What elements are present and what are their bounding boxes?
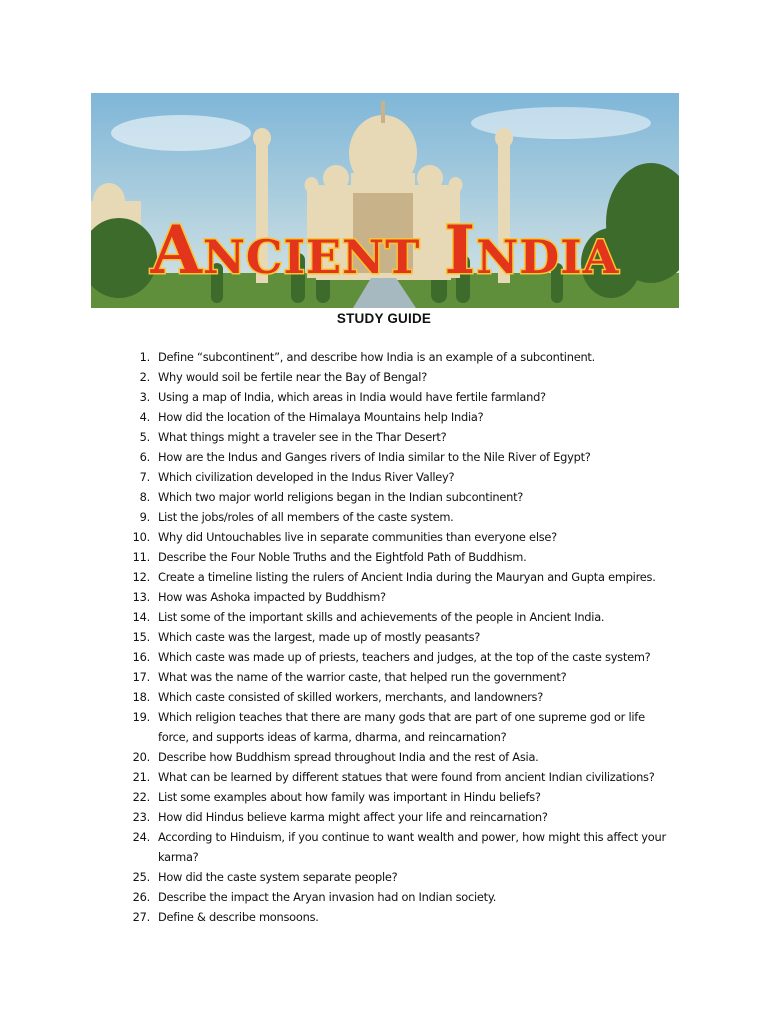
- question-item: [0, 647, 678, 667]
- question-number: 5.: [139, 430, 150, 444]
- question-text: Which religion teaches that there are many gods that are part of one supreme god or life force, and supports ideas of karma, dharma, and reincarnation?: [158, 710, 645, 744]
- question-item: [0, 367, 678, 387]
- cloud: [111, 115, 251, 151]
- question-item: [0, 807, 678, 827]
- question-number: 24.: [132, 830, 150, 844]
- question-number: 23.: [132, 810, 150, 824]
- question-item: [0, 827, 678, 867]
- question-item: [0, 547, 678, 567]
- question-number: 19.: [132, 710, 150, 724]
- question-text: How did the caste system separate people?: [158, 870, 398, 884]
- question-text: What can be learned by different statues that were found from ancient Indian civilizations?: [158, 770, 655, 784]
- taj-mahal-illustration: [91, 93, 679, 308]
- question-number: 22.: [132, 790, 150, 804]
- question-text: Why would soil be fertile near the Bay of Bengal?: [158, 370, 427, 384]
- question-text: Which caste was made up of priests, teachers and judges, at the top of the caste system?: [158, 650, 651, 664]
- question-text: How did the location of the Himalaya Mountains help India?: [158, 410, 484, 424]
- question-number: 9.: [139, 510, 150, 524]
- question-number: 14.: [132, 610, 150, 624]
- question-text: According to Hinduism, if you continue to want wealth and power, how might this affect your karma?: [158, 830, 666, 864]
- question-text: Which caste was the largest, made up of mostly peasants?: [158, 630, 481, 644]
- question-number: 7.: [139, 470, 150, 484]
- question-number: 4.: [139, 410, 150, 424]
- question-number: 20.: [132, 750, 150, 764]
- question-item: [0, 467, 678, 487]
- question-number: 8.: [139, 490, 150, 504]
- question-item: [0, 347, 678, 367]
- question-text: Describe the impact the Aryan invasion had on Indian society.: [158, 890, 497, 904]
- question-item: [0, 667, 678, 687]
- question-text: Create a timeline listing the rulers of Ancient India during the Mauryan and Gupta empires.: [158, 570, 656, 584]
- question-text: Describe how Buddhism spread throughout India and the rest of Asia.: [158, 750, 539, 764]
- question-number: 6.: [139, 450, 150, 464]
- question-item: [0, 787, 678, 807]
- question-item: [0, 527, 678, 547]
- question-list: [0, 347, 678, 927]
- question-number: 12.: [132, 570, 150, 584]
- question-number: 1.: [139, 350, 150, 364]
- question-item: [0, 687, 678, 707]
- question-text: What was the name of the warrior caste, that helped run the government?: [158, 670, 567, 684]
- question-item: [0, 387, 678, 407]
- question-item: [0, 907, 678, 927]
- question-text: List some examples about how family was important in Hindu beliefs?: [158, 790, 541, 804]
- question-number: 3.: [139, 390, 150, 404]
- question-number: 13.: [132, 590, 150, 604]
- question-number: 25.: [132, 870, 150, 884]
- question-number: 11.: [132, 550, 150, 564]
- question-text: How was Ashoka impacted by Buddhism?: [158, 590, 386, 604]
- question-item: [0, 707, 678, 747]
- question-item: [0, 607, 678, 627]
- question-item: [0, 867, 678, 887]
- question-text: List some of the important skills and achievements of the people in Ancient India.: [158, 610, 605, 624]
- question-text: Describe the Four Noble Truths and the Eightfold Path of Buddhism.: [158, 550, 527, 564]
- question-item: [0, 487, 678, 507]
- question-text: Why did Untouchables live in separate communities than everyone else?: [158, 530, 557, 544]
- question-text: How did Hindus believe karma might affect your life and reincarnation?: [158, 810, 548, 824]
- question-number: 27.: [132, 910, 150, 924]
- question-text: List the jobs/roles of all members of the caste system.: [158, 510, 454, 524]
- question-text: Define & describe monsoons.: [158, 910, 319, 924]
- question-number: 18.: [132, 690, 150, 704]
- question-item: [0, 587, 678, 607]
- question-text: What things might a traveler see in the Thar Desert?: [158, 430, 447, 444]
- question-item: [0, 507, 678, 527]
- question-number: 2.: [139, 370, 150, 384]
- page-subtitle: STUDY GUIDE: [336, 311, 432, 326]
- question-item: [0, 887, 678, 907]
- question-text: Define “subcontinent”, and describe how India is an example of a subcontinent.: [158, 350, 596, 364]
- question-text: How are the Indus and Ganges rivers of India similar to the Nile River of Egypt?: [158, 450, 591, 464]
- banner-image: [91, 93, 679, 308]
- question-number: 10.: [132, 530, 150, 544]
- question-number: 21.: [132, 770, 150, 784]
- question-item: [0, 427, 678, 447]
- question-item: [0, 767, 678, 787]
- question-item: [0, 447, 678, 467]
- question-text: Using a map of India, which areas in India would have fertile farmland?: [158, 390, 546, 404]
- question-text: Which two major world religions began in the Indian subcontinent?: [158, 490, 524, 504]
- question-text: Which civilization developed in the Indus River Valley?: [158, 470, 455, 484]
- question-number: 16.: [132, 650, 150, 664]
- question-item: [0, 627, 678, 647]
- question-number: 17.: [132, 670, 150, 684]
- banner-title: Ancient India: [150, 211, 620, 289]
- question-item: [0, 747, 678, 767]
- question-text: Which caste consisted of skilled workers, merchants, and landowners?: [158, 690, 544, 704]
- question-item: [0, 407, 678, 427]
- question-number: 15.: [132, 630, 150, 644]
- question-number: 26.: [132, 890, 150, 904]
- question-item: [0, 567, 678, 587]
